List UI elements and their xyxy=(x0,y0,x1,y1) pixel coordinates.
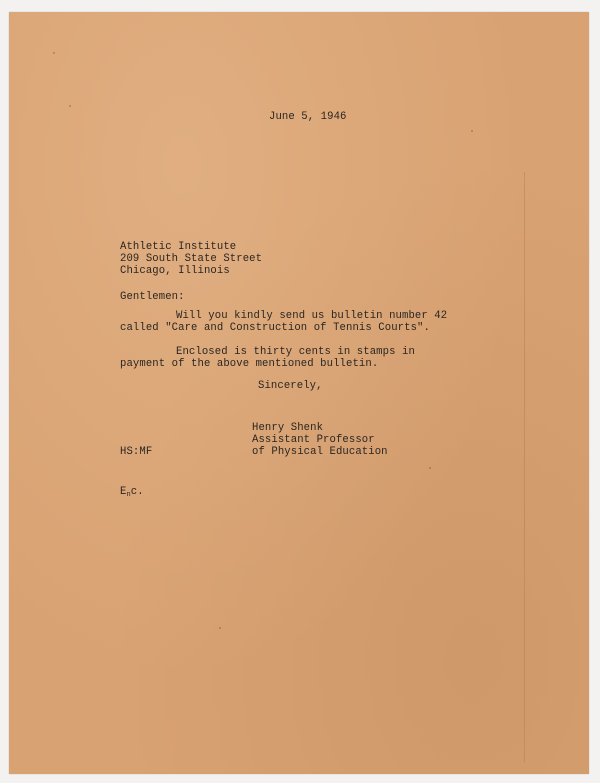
paper-fold-crease xyxy=(524,172,525,762)
recipient-street: 209 South State Street xyxy=(120,253,263,265)
recipient-city: Chicago, Illinois xyxy=(120,265,230,277)
paper-speck xyxy=(219,627,221,629)
enclosure-suffix: c. xyxy=(130,486,144,498)
paper-speck xyxy=(53,52,55,54)
enclosure-notation xyxy=(120,486,144,501)
recipient-name: Athletic Institute xyxy=(120,241,237,253)
signer-title: Assistant Professor xyxy=(252,434,375,446)
enclosure-subscript: n xyxy=(126,491,131,499)
letter-date: June 5, 1946 xyxy=(269,111,347,123)
enclosure-prefix: E xyxy=(120,486,127,498)
body-paragraph-2-line-1: Enclosed is thirty cents in stamps in xyxy=(176,346,415,358)
paper-speck xyxy=(69,105,71,107)
signer-name: Henry Shenk xyxy=(252,422,324,434)
paper-speck xyxy=(471,130,473,132)
body-paragraph-2-line-2: payment of the above mentioned bulletin. xyxy=(120,358,379,370)
closing: Sincerely, xyxy=(258,380,323,392)
salutation: Gentlemen: xyxy=(120,291,185,303)
paper-speck xyxy=(429,467,431,469)
body-paragraph-1-line-2: called "Care and Construction of Tennis Courts". xyxy=(120,322,430,334)
letter-page xyxy=(9,12,589,774)
body-paragraph-1-line-1: Will you kindly send us bulletin number 42 xyxy=(176,310,448,322)
typist-initials: HS:MF xyxy=(120,446,153,458)
signer-department: of Physical Education xyxy=(252,446,388,458)
